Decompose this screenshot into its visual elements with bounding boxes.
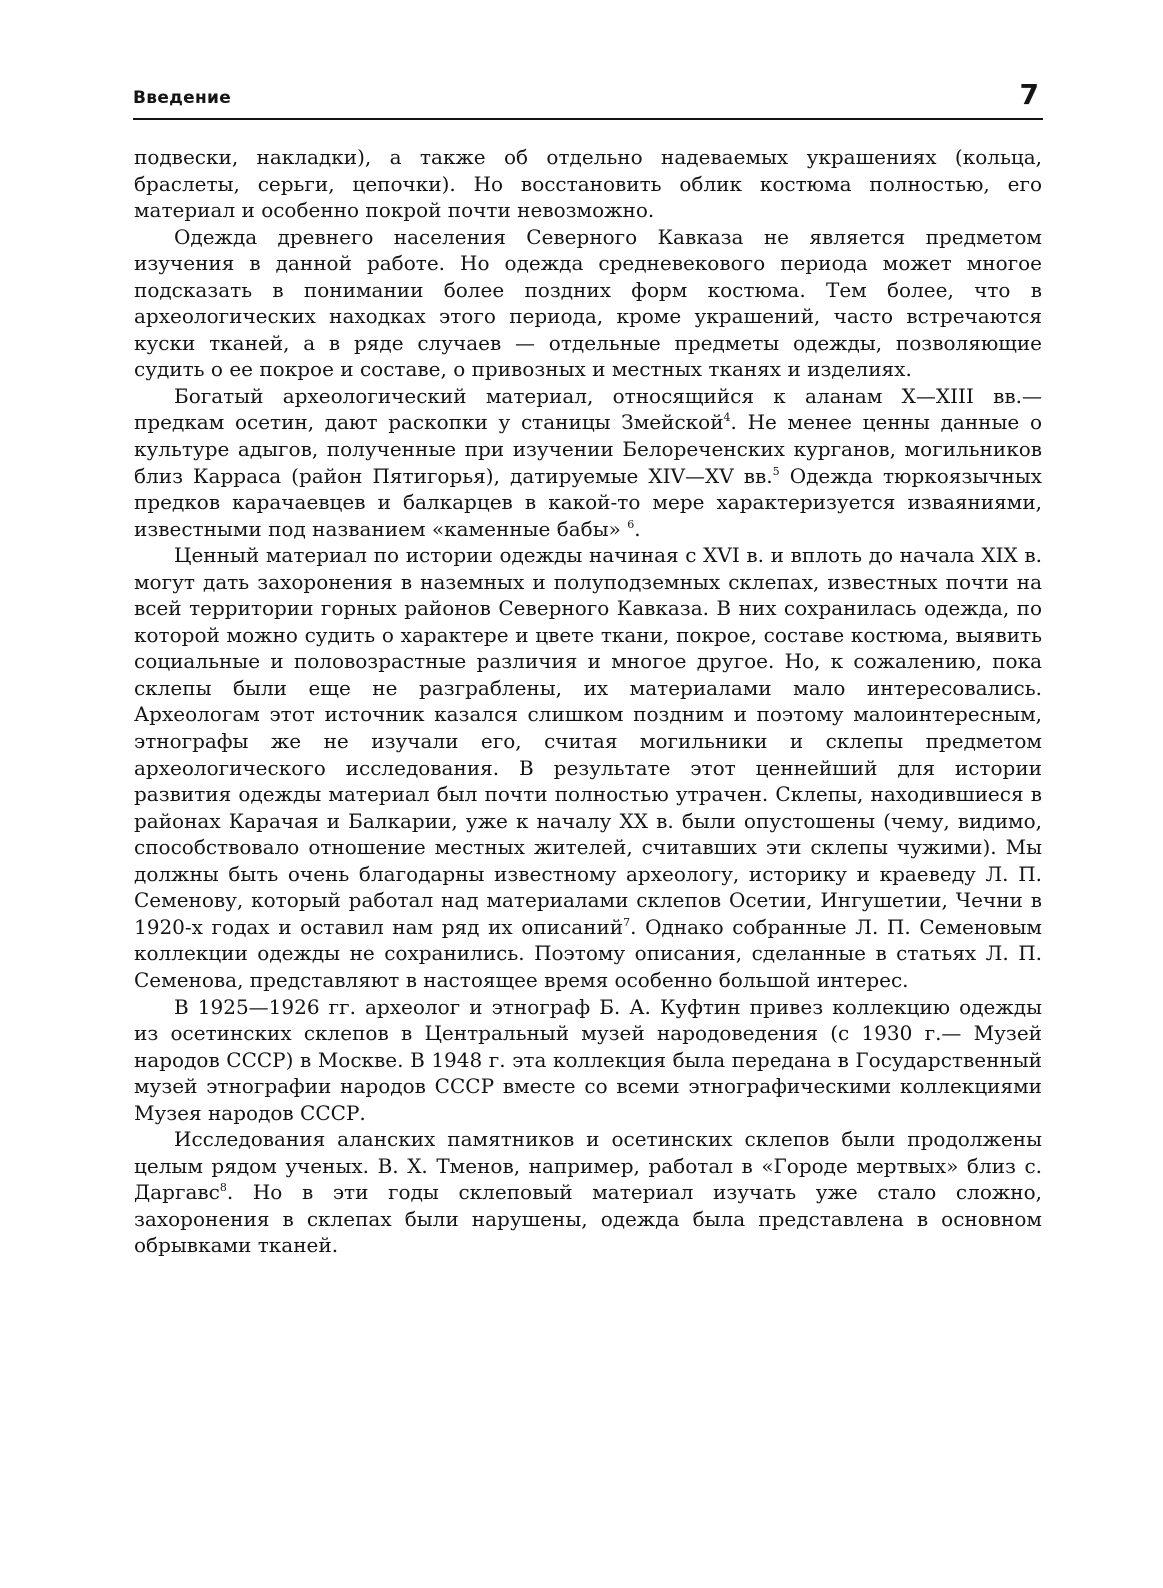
paragraph-text: Одежда древнего населения Северного Кавказа не является предметом изучения в данной работе. Но одежда средневекового периода может многое подсказать в понимании более поздних форм костюма. Тем более, что в археологических находках этого периода, кроме украшений, часто встречаются куски тканей, а в ряде случаев — отдельные предметы одежды, позволяющие судить о ее покрое и составе, о привозных и местных тканях и изделиях. — [134, 224, 1042, 382]
footnote-ref: 5 — [772, 464, 780, 478]
footnote-ref: 8 — [219, 1181, 227, 1195]
paragraph-text: Богатый археологический материал, относящийся к аланам X—XIII вв.— предкам осетин, дают раскопки у станицы Змейской — [134, 383, 1042, 435]
header-rule — [133, 118, 1043, 120]
footnote-ref: 4 — [723, 411, 731, 425]
page-number: 7 — [1019, 78, 1039, 111]
running-header — [133, 80, 1041, 120]
paragraph-text: . Однако собранные Л. П. Семеновым коллекции одежды не сохранились. Поэтому описания, сделанные в статьях Л. П. Семенова, представляют в настоящее время особенно большой интерес. — [134, 914, 1042, 992]
paragraph-text: подвески, накладки), а также об отдельно надеваемых украшениях (кольца, браслеты, серьги, цепочки). Но восстановить облик костюма полностью, его материал и особенно покрой почти невозможно. — [134, 145, 1042, 223]
paragraph-text: . Не менее ценны данные о культуре адыгов, полученные при изучении Белореченских курганов, могильников близ Карраса (район Пятигорья), датируемые XIV—XV вв. — [134, 410, 1042, 488]
section-title: Введение — [133, 88, 232, 108]
paragraph-text: . — [634, 516, 641, 541]
paragraph — [134, 1126, 1042, 1259]
paragraph — [134, 994, 1042, 1127]
paragraph — [134, 224, 1042, 383]
paragraph-text: Ценный материал по истории одежды начиная с XVI в. и вплоть до начала XIX в. могут дать захоронения в наземных и полуподземных склепах, известных почти на всей территории горных районов Северного Кавказа. В них сохранилась одежда, по которой можно судить о характере и цвете ткани, покрое, составе костюма, выявить социальные и половозрастные различия и многое другое. Но, к сожалению, пока склепы были еще не разграблены, их материалами мало интересовались. Археологам этот источник казался слишком поздним и поэтому малоинтересным, этнографы же не изучали его, считая могильники и склепы предметом археологического исследования. В результате этот ценнейший для истории развития одежды материал был почти полностью утрачен. Склепы, находившиеся в районах Карачая и Балкарии, уже к началу XX в. были опустошены (чему, видимо, способствовало отношение местных жителей, считавших эти склепы чужими). Мы должны быть очень благодарны известному археологу, историку и краеведу Л. П. Семенову, который работал над материалами склепов Осетии, Ингушетии, Чечни в 1920-х годах и оставил нам ряд их описаний — [134, 543, 1042, 939]
footnote-ref: 7 — [623, 915, 631, 929]
body-text — [134, 144, 1042, 1259]
footnote-ref: 6 — [627, 517, 635, 531]
paragraph-text: Одежда тюркоязычных предков карачаевцев и балкарцев в какой-то мере характеризуется изваяниями, известными под названием «каменные бабы» — [134, 463, 1042, 541]
paragraph — [134, 144, 1042, 224]
paragraph — [134, 542, 1042, 993]
paragraph-text: Исследования аланских памятников и осетинских склепов были продолжены целым рядом ученых. В. Х. Тменов, например, работал в «Городе мертвых» близ с. Даргавс — [134, 1127, 1042, 1205]
paragraph-text: . Но в эти годы склеповый материал изучать уже стало сложно, захоронения в склепах были нарушены, одежда была представлена в основном обрывками тканей. — [134, 1180, 1042, 1258]
paragraph-text: В 1925—1926 гг. археолог и этнограф Б. А. Куфтин привез коллекцию одежды из осетинских склепов в Центральный музей народоведения (с 1930 г.— Музей народов СССР) в Москве. В 1948 г. эта коллекция была передана в Государственный музей этнографии народов СССР вместе со всеми этнографическими коллекциями Музея народов СССР. — [134, 994, 1042, 1125]
paragraph — [134, 383, 1042, 542]
